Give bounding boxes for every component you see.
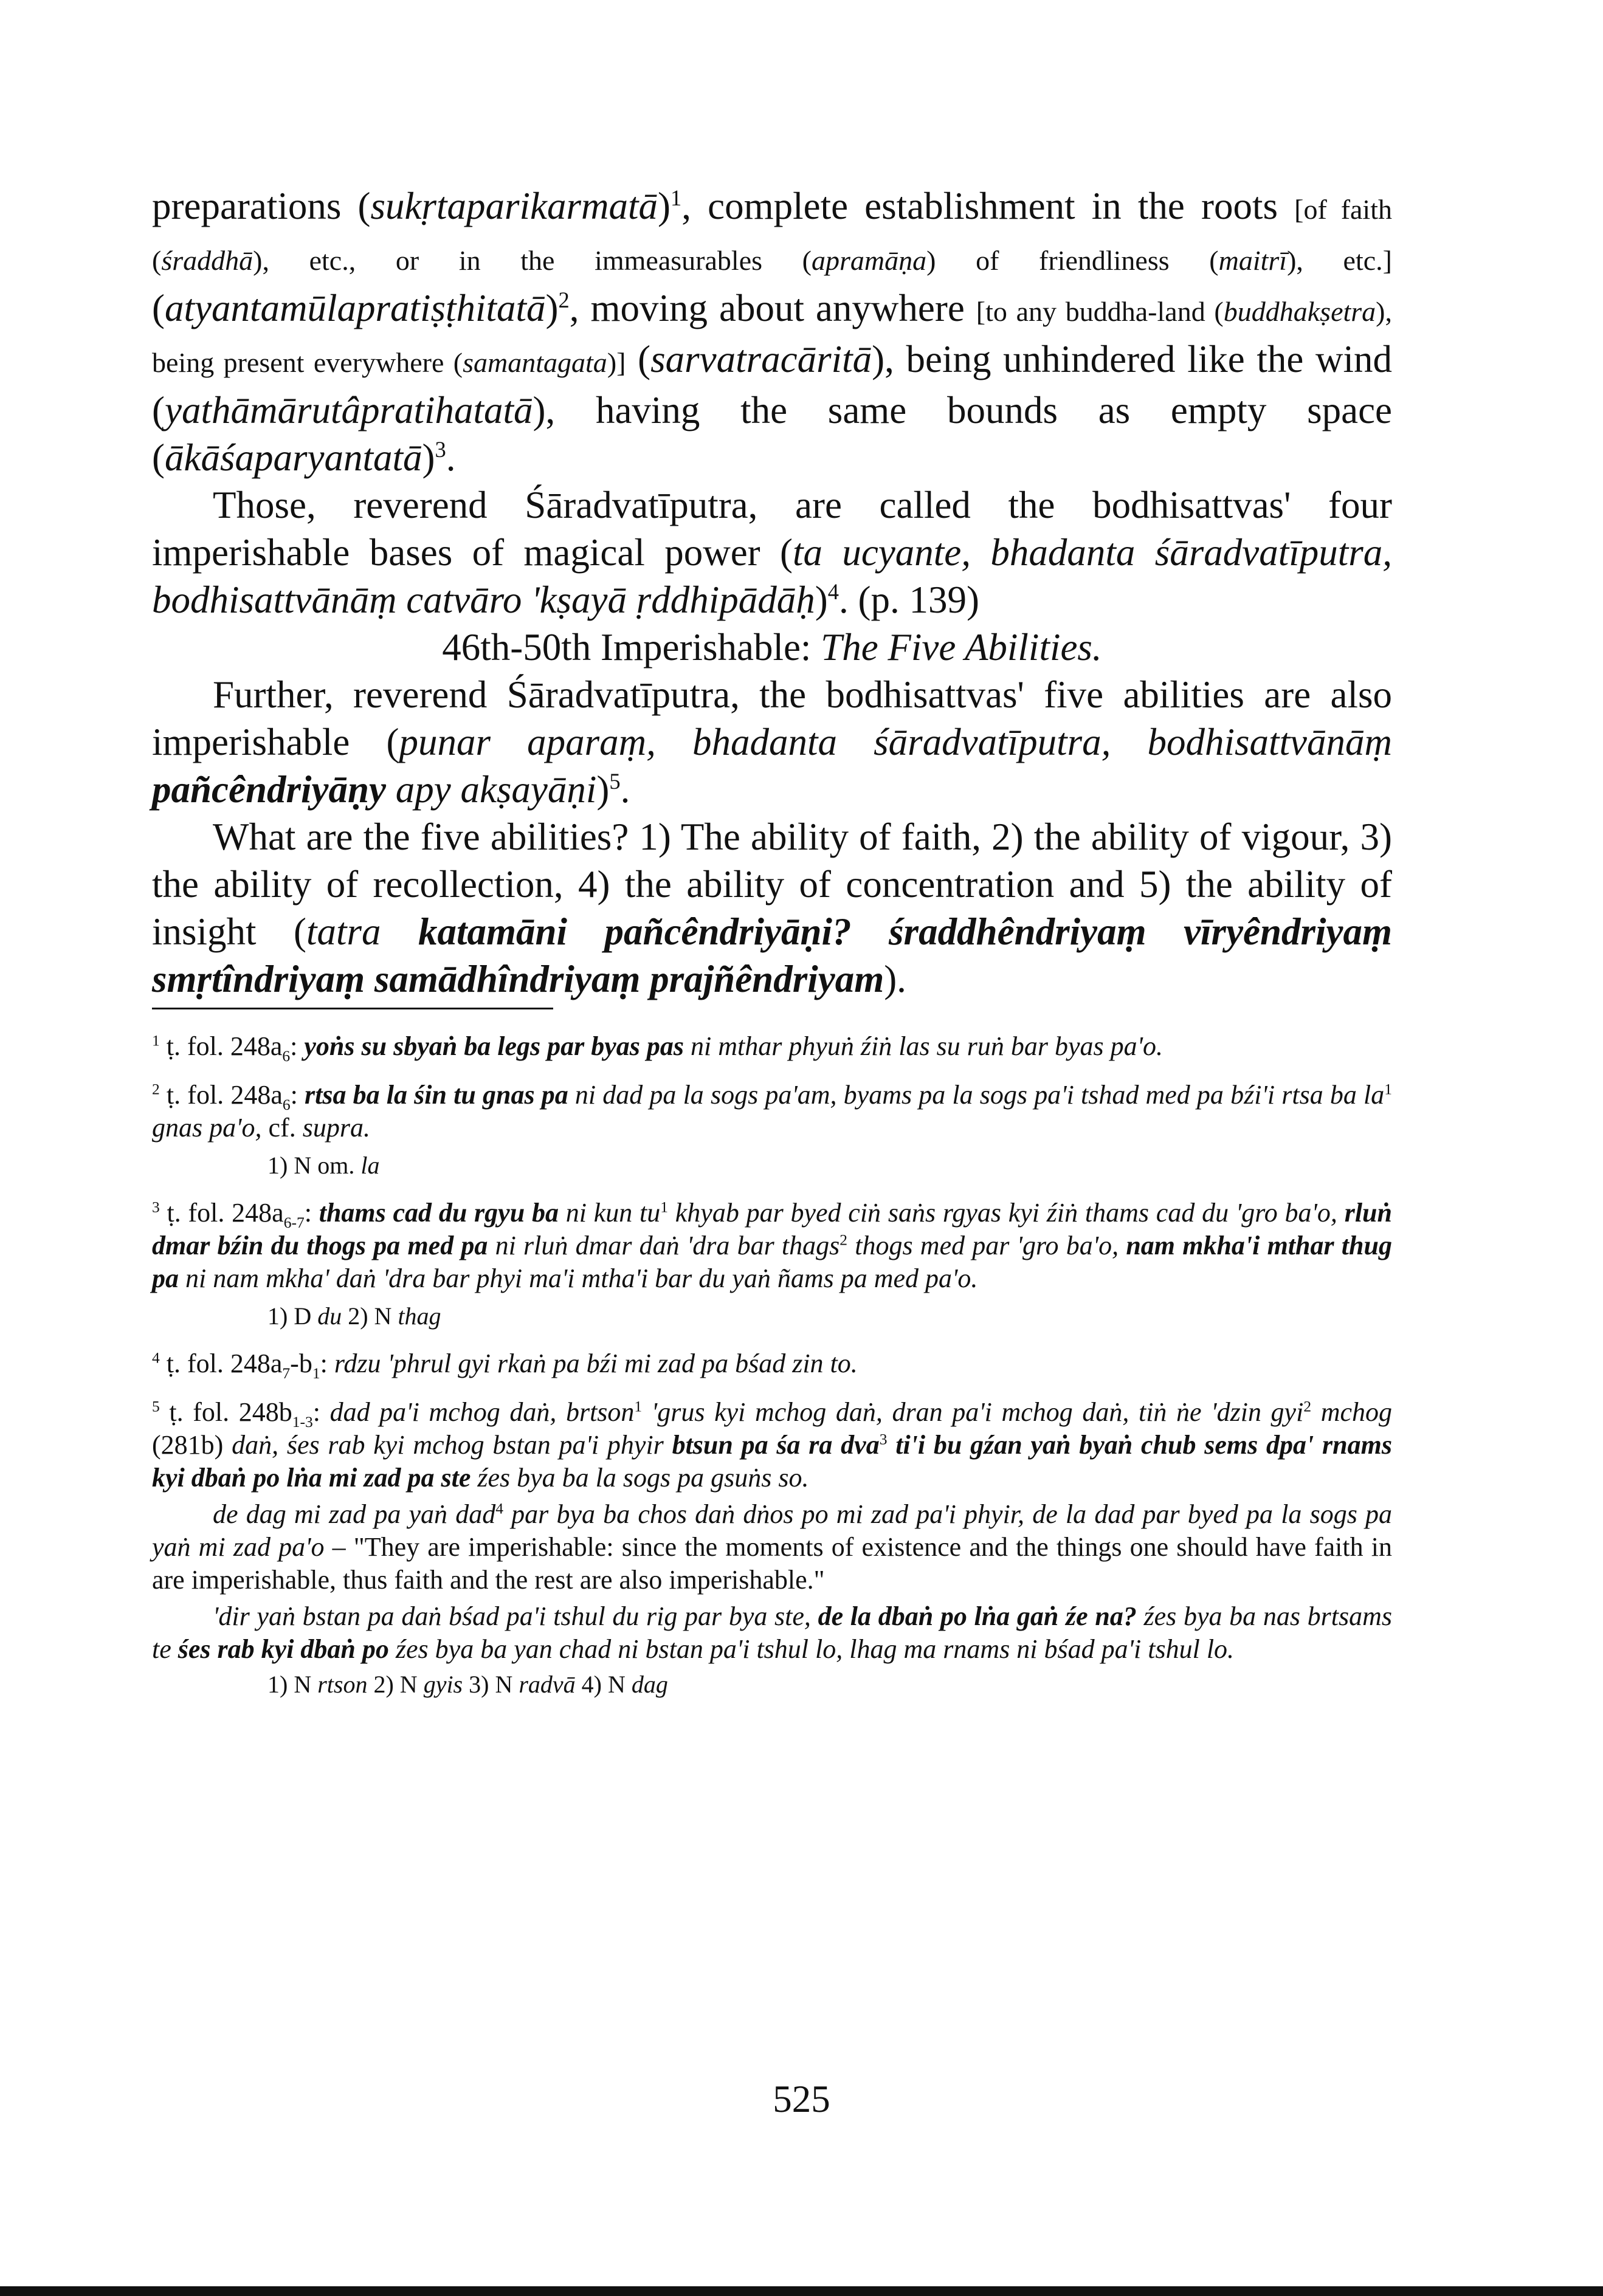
text: supra.	[302, 1113, 370, 1143]
sanskrit-term: sukṛtaparikarmatā	[370, 185, 658, 227]
text: ṭ. fol. 248a	[159, 1080, 283, 1110]
tibetan-text: par bya ba chos daṅ dṅos po mi zad pa'i phyir, de la dad par byed pa la sogs pa yaṅ mi zad pa'o	[152, 1499, 1393, 1562]
text: la	[360, 1152, 380, 1179]
page-number: 525	[773, 2078, 830, 2120]
text: 6	[282, 1047, 291, 1065]
sanskrit-term-bold: pañcêndriyāṇy	[152, 768, 386, 811]
text: )	[596, 768, 610, 811]
variant-ref: 3	[879, 1430, 888, 1448]
section-heading	[152, 624, 1392, 671]
text: ), etc.]	[1287, 245, 1392, 276]
text: [to any buddha-land (	[976, 296, 1224, 327]
tibetan-text: khyab par byed ciṅ saṅs rgyas kyi źiṅ thams cad du 'gro ba'o,	[668, 1198, 1345, 1228]
text: du	[317, 1302, 342, 1330]
footnote-number: 3	[152, 1198, 160, 1216]
text: ), being present everywhere (	[152, 296, 1392, 378]
footnote-5-continuation	[152, 1600, 1392, 1666]
tibetan-text: źes bya ba yan chad ni bstan pa'i tshul lo, lhag ma rnams ni bśad pa'i tshul lo.	[388, 1634, 1235, 1664]
page-content	[152, 182, 1392, 1716]
sanskrit-term-bold: katamāni pañcêndriyāṇi? śraddhêndriyaṃ vīryêndriyaṃ smṛtîndriyaṃ samādhîndriyaṃ prajñêndriyam	[152, 910, 1393, 1000]
tibetan-text: 'dir yaṅ bstan pa daṅ bśad pa'i tshul du rig par bya ste,	[213, 1601, 818, 1631]
text: 46th-50th Imperishable:	[442, 626, 821, 669]
footnote-5	[152, 1396, 1392, 1494]
tibetan-lemma: ti'i bu gźan yaṅ byaṅ chub sems dpa' rnams kyi dbaṅ po lṅa mi zad pa ste	[152, 1430, 1392, 1493]
footnote-ref[interactable]: 2	[558, 287, 570, 312]
translation: – "They are imperishable: since the moments of existence and the things one should have faith in are imperishable, thus faith and the rest are also imperishable."	[152, 1532, 1392, 1595]
text: ), etc., or in the immeasurables (	[253, 245, 812, 276]
text: ).	[884, 958, 906, 1000]
text: , moving about anywhere	[569, 287, 976, 329]
text: ) of friendliness (	[926, 245, 1219, 276]
text: )	[422, 436, 435, 479]
text: , complete establishment in the roots	[681, 185, 1295, 227]
text: (	[152, 287, 165, 329]
tibetan-text: de dag mi zad pa yaṅ dad	[213, 1499, 496, 1529]
sanskrit-term: śraddhā	[161, 245, 253, 276]
tibetan-lemma: btsun pa śa ra dva	[672, 1430, 880, 1460]
text: 1-3	[292, 1412, 313, 1431]
tibetan-text: daṅ, śes rab kyi mchog bstan pa'i phyir	[232, 1430, 672, 1460]
sanskrit-term: atyantamūlapratiṣṭhitatā	[164, 287, 546, 329]
tibetan-text: mchog	[1311, 1397, 1392, 1427]
text: preparations (	[152, 185, 371, 227]
paragraph-3	[152, 671, 1392, 813]
text: 6	[282, 1095, 291, 1113]
scan-edge	[0, 2286, 1603, 2296]
text: . (p. 139)	[839, 579, 979, 621]
footnote-number: 4	[152, 1349, 160, 1367]
text: gyis	[423, 1671, 463, 1698]
sanskrit-term: sarvatracāritā	[650, 338, 872, 380]
tibetan-lemma: nam mkha'i mthar thug pa	[152, 1231, 1392, 1293]
footnote-ref[interactable]: 4	[827, 579, 839, 604]
text: dag	[631, 1671, 668, 1698]
sanskrit-term: ākāśaparyantatā	[164, 436, 422, 479]
text: 1) N	[267, 1671, 318, 1698]
text: 4) N	[575, 1671, 632, 1698]
heading-title: The Five Abilities.	[821, 626, 1102, 669]
footnote-2	[152, 1079, 1392, 1144]
tibetan-text: dad pa'i mchog daṅ, brtson	[329, 1397, 635, 1427]
footnote-5-continuation	[152, 1498, 1392, 1597]
sanskrit-term: buddhakṣetra	[1223, 296, 1376, 327]
text: ṭ. fol. 248a	[159, 1031, 283, 1061]
variant-ref: 1	[1384, 1080, 1392, 1098]
text: What are the five abilities? 1) The ability of faith, 2) the ability of vigour, 3) the ability of recollection, 4) the ability of concentration and 5) the ability of insight (	[152, 816, 1392, 953]
text: 3) N	[463, 1671, 519, 1698]
text: ), being unhindered like the wind (	[152, 338, 1392, 431]
variant-ref: 1	[660, 1198, 668, 1216]
text: (281b)	[152, 1430, 232, 1460]
sanskrit-term: ta ucyante, bhadanta śāradvatīputra, bodhisattvānāṃ catvāro 'kṣayā ṛddhipādāḥ	[152, 531, 1393, 621]
text: 2) N	[367, 1671, 424, 1698]
variant-ref: 2	[1303, 1397, 1312, 1415]
footnote-number: 5	[152, 1397, 160, 1415]
text: (	[626, 338, 651, 380]
tibetan-lemma: yoṅs su sbyaṅ ba legs par byas pas	[304, 1031, 684, 1061]
tibetan-lemma: rluṅ dmar bźin du thogs pa med pa	[152, 1198, 1392, 1260]
text: thag	[398, 1302, 441, 1330]
variant-ref: 4	[495, 1499, 503, 1517]
sanskrit-term: yathāmārutâpratihatatā	[164, 389, 533, 431]
sanskrit-term: apy akṣayāṇi	[385, 768, 597, 811]
tibetan-lemma: rtsa ba la śin tu gnas pa	[305, 1080, 568, 1110]
footnote-ref[interactable]: 1	[670, 185, 682, 210]
text: 7	[282, 1364, 291, 1382]
text: 1	[312, 1364, 320, 1382]
footnote-3	[152, 1197, 1392, 1295]
tibetan-text: ni mthar phyuṅ źiṅ las su ruṅ bar byas pa'o.	[684, 1031, 1163, 1061]
sanskrit-term: tatra	[306, 910, 419, 953]
text: Those, reverend Śāradvatīputra, are called the bodhisattvas' four imperishable bases of magical power (	[152, 484, 1392, 574]
sanskrit-term: maitrī	[1218, 245, 1288, 276]
text: :	[320, 1349, 334, 1378]
variant-ref: 2	[839, 1231, 848, 1249]
text: [of faith (	[152, 194, 1392, 276]
sanskrit-term: punar aparaṃ, bhadanta śāradvatīputra, bodhisattvānāṃ	[399, 721, 1392, 763]
tibetan-text: rdzu 'phrul gyi rkaṅ pa bźi mi zad pa bśad zin to.	[334, 1349, 858, 1378]
tibetan-lemma: de la dbaṅ po lṅa gaṅ źe na?	[818, 1601, 1137, 1631]
text: ṭ. fol. 248a	[159, 1349, 283, 1378]
footnote-4	[152, 1347, 1392, 1380]
text: :	[304, 1198, 319, 1228]
text: :	[312, 1397, 330, 1427]
tibetan-text: gnas pa'o,	[152, 1113, 262, 1143]
tibetan-text: źes bya ba la sogs pa gsuṅs so.	[471, 1463, 809, 1493]
text: 1) D	[267, 1302, 318, 1330]
text: ), having the same bounds as empty space (	[152, 389, 1392, 479]
variant-readings	[267, 1301, 1392, 1332]
text: 2) N	[342, 1302, 398, 1330]
main-text	[152, 182, 1392, 1003]
sanskrit-term: samantagata	[463, 347, 607, 378]
footnote-ref[interactable]: 5	[609, 769, 621, 794]
text: -b	[290, 1349, 312, 1378]
text: )	[815, 579, 828, 621]
tibetan-text: 'grus kyi mchog daṅ, dran pa'i mchog daṅ, tiṅ ṅe 'dzin gyi	[642, 1397, 1304, 1427]
tibetan-lemma: thams cad du rgyu ba	[319, 1198, 559, 1228]
footnote-number: 2	[152, 1080, 160, 1098]
tibetan-text: źes bya ba nas brtsams te	[152, 1601, 1393, 1664]
variant-ref: 1	[634, 1397, 643, 1415]
text: ṭ. fol. 248a	[159, 1198, 284, 1228]
text: 1) N om.	[267, 1152, 361, 1179]
text: )]	[607, 347, 626, 378]
paragraph-2	[152, 481, 1392, 624]
tibetan-text: ni rluṅ dmar daṅ 'dra bar thags	[488, 1231, 840, 1260]
tibetan-text: ni kun tu	[558, 1198, 661, 1228]
text: ṭ. fol. 248b	[159, 1397, 292, 1427]
paragraph-4	[152, 813, 1392, 1003]
tibetan-text: ni nam mkha' daṅ 'dra bar phyi ma'i mtha'i bar du yaṅ ñams pa med pa'o.	[179, 1263, 978, 1293]
text: :	[290, 1031, 305, 1061]
sanskrit-term: apramāṇa	[811, 245, 927, 276]
text: radvā	[519, 1671, 576, 1698]
text: .	[446, 436, 456, 479]
text: cf.	[261, 1113, 303, 1143]
paragraph-1	[152, 182, 1392, 481]
variant-readings	[267, 1669, 1392, 1700]
text: .	[620, 768, 630, 811]
tibetan-text: ni dad pa la sogs pa'am, byams pa la sogs pa'i tshad med pa bźi'i rtsa ba la	[568, 1080, 1385, 1110]
footnote-1	[152, 1030, 1392, 1063]
footnote-number: 1	[152, 1031, 160, 1050]
text: 6-7	[283, 1213, 305, 1231]
footnote-divider	[152, 1008, 553, 1009]
footnote-ref[interactable]: 3	[435, 437, 446, 462]
text: )	[658, 185, 671, 227]
tibetan-text: thogs med par 'gro ba'o,	[847, 1231, 1126, 1260]
text: :	[290, 1080, 305, 1110]
text: )	[545, 287, 559, 329]
footnotes	[152, 1030, 1392, 1700]
text: rtson	[317, 1671, 368, 1698]
tibetan-lemma: śes rab kyi dbaṅ po	[178, 1634, 389, 1664]
text: Further, reverend Śāradvatīputra, the bodhisattvas' five abilities are also imperishable (	[152, 673, 1392, 763]
variant-readings	[267, 1150, 1392, 1181]
